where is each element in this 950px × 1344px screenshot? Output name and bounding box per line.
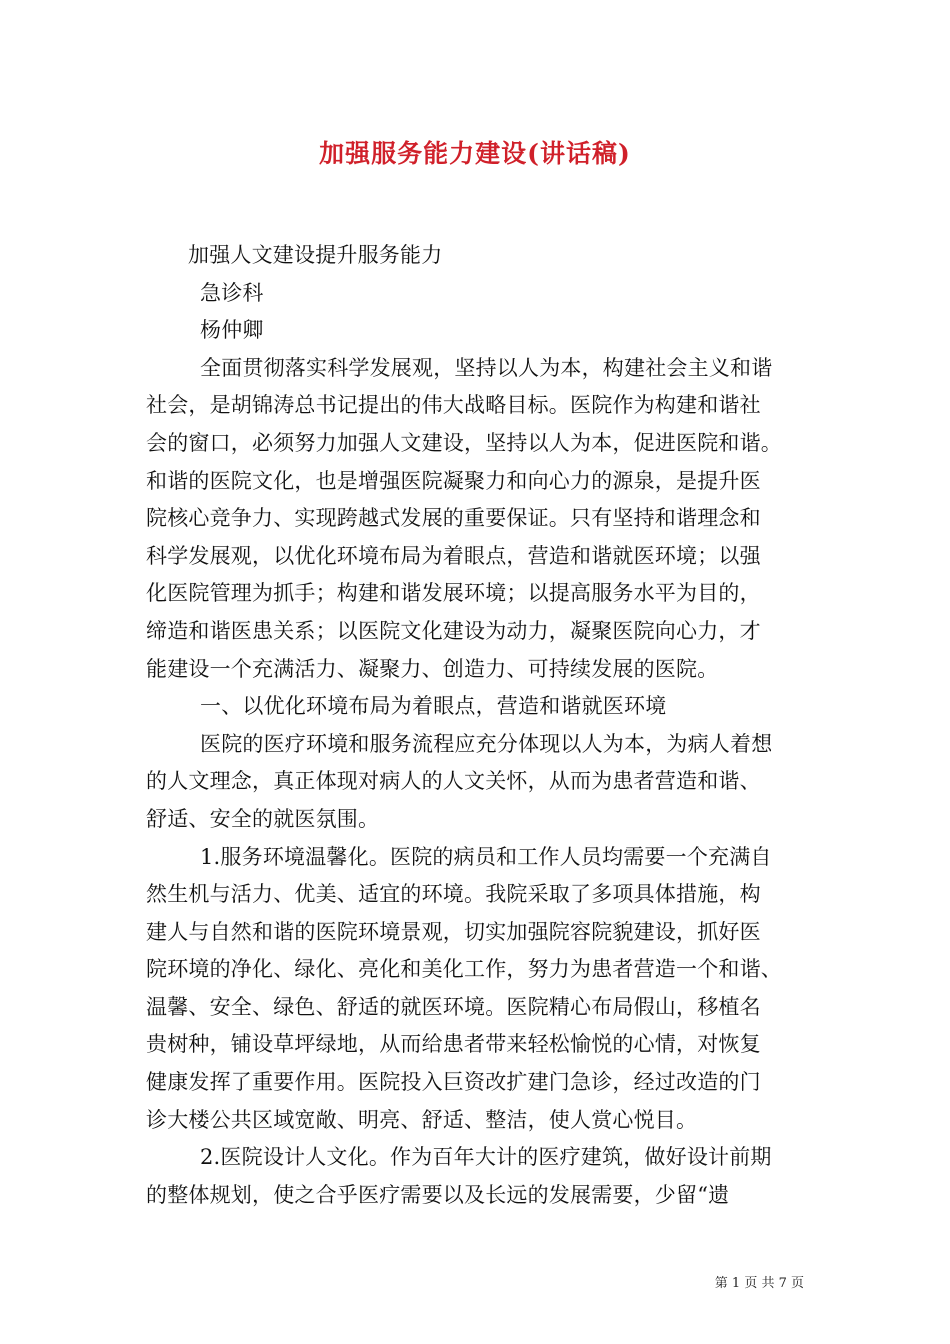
- text-line: 化医院管理为抓手；构建和谐发展环境；以提高服务水平为目的，: [146, 581, 761, 606]
- text-line: 缔造和谐医患关系；以医院文化建设为动力，凝聚医院向心力，才: [146, 618, 761, 643]
- text-line: 院环境的净化、绿化、亮化和美化工作，努力为患者营造一个和谐、: [146, 957, 782, 982]
- text-line: 医院的医疗环境和服务流程应充分体现以人为本，为病人着想: [200, 731, 773, 756]
- body-text: [146, 350, 806, 1215]
- subtitle: 加强人文建设提升服务能力: [188, 243, 443, 267]
- text-line: 和谐的医院文化，也是增强医院凝聚力和向心力的源泉，是提升医: [146, 468, 761, 493]
- page-title: 加强服务能力建设(讲话稿): [319, 139, 631, 168]
- page-footer: 第 1 页 共 7 页: [714, 1276, 804, 1291]
- text-line: 舒适、安全的就医氛围。: [146, 806, 380, 831]
- text-line: 诊大楼公共区域宽敞、明亮、舒适、整洁，使人赏心悦目。: [146, 1107, 698, 1132]
- text-line: 1.服务环境温馨化。医院的病员和工作人员均需要一个充满自: [200, 844, 772, 869]
- text-line: 科学发展观，以优化环境布局为着眼点，营造和谐就医环境；以强: [146, 543, 761, 568]
- text-line: 一、以优化环境布局为着眼点，营造和谐就医环境: [200, 694, 667, 719]
- text-line: 2.医院设计人文化。作为百年大计的医疗建筑，做好设计前期: [200, 1145, 772, 1170]
- text-line: 全面贯彻落实科学发展观，坚持以人为本，构建社会主义和谐: [200, 355, 773, 380]
- text-line: 健康发挥了重要作用。医院投入巨资改扩建门急诊，经过改造的门: [146, 1070, 761, 1095]
- text-line: 然生机与活力、优美、适宜的环境。我院采取了多项具体措施，构: [146, 882, 761, 907]
- author: 杨仲卿: [200, 318, 264, 343]
- text-line: 社会，是胡锦涛总书记提出的伟大战略目标。医院作为构建和谐社: [146, 393, 761, 418]
- text-line: 能建设一个充满活力、凝聚力、创造力、可持续发展的医院。: [146, 656, 719, 681]
- text-line: 院核心竞争力、实现跨越式发展的重要保证。只有坚持和谐理念和: [146, 506, 761, 531]
- document-body: [146, 237, 806, 1214]
- text-line: 的人文理念，真正体现对病人的人文关怀，从而为患者营造和谐、: [146, 769, 761, 794]
- text-line: 温馨、安全、绿色、舒适的就医环境。医院精心布局假山，移植名: [146, 994, 761, 1019]
- department: 急诊科: [200, 280, 264, 305]
- text-line: 会的窗口，必须努力加强人文建设，坚持以人为本，促进医院和谐。: [146, 430, 782, 455]
- text-line: 的整体规划，使之合乎医疗需要以及长远的发展需要，少留“遗: [146, 1182, 730, 1207]
- text-line: 建人与自然和谐的医院环境景观，切实加强院容院貌建设，抓好医: [146, 919, 761, 944]
- text-line: 贵树种，铺设草坪绿地，从而给患者带来轻松愉悦的心情，对恢复: [146, 1032, 761, 1057]
